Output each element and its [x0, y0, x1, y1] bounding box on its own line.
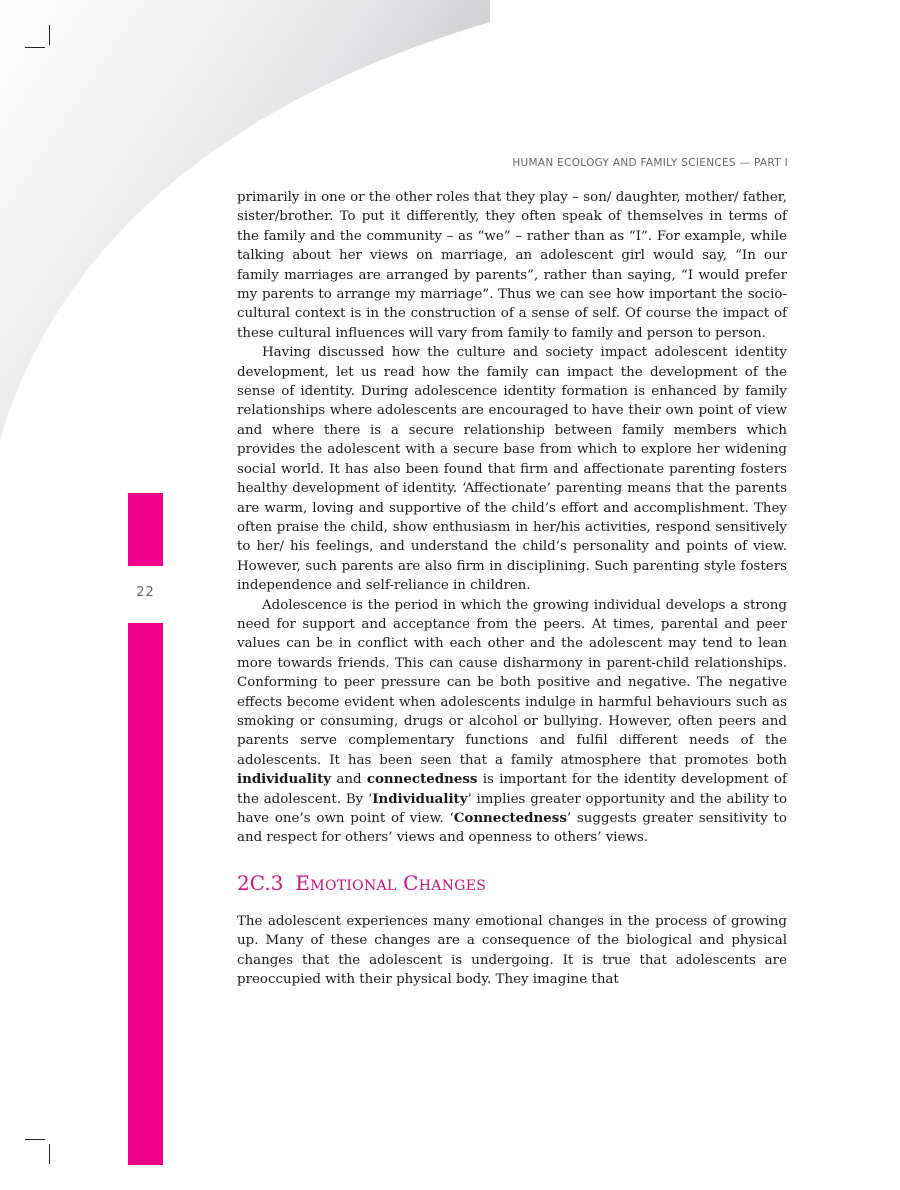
running-header: HUMAN ECOLOGY AND FAMILY SCIENCES — PART I	[512, 157, 788, 169]
paragraph-2: Having discussed how the culture and society impact adolescent identity development, let us read how the family can impact the development of the sense of identity. During adolescence identity formation is enhanced by family relationships where adolescents are encouraged to have their own point of view and where there is a secure relationship between family members which provides the adolescent with a secure base from which to explore her widening social world. It has also been found that firm and affectionate parenting fosters healthy development of identity. ‘Affectionate’ parenting means that the parents are warm, loving and supportive of the child’s effort and accomplishment. They often praise the child, show enthusiasm in her/his activities, respond sensitively to her/ his feelings, and understand the child’s personality and points of view. However, such parents are also firm in disciplining. Such parenting style fosters independence and self-reliance in children.	[237, 345, 787, 594]
section-number: 2C.3	[237, 870, 284, 895]
section-heading	[237, 870, 787, 896]
paragraph-1: primarily in one or the other roles that they play – son/ daughter, mother/ father, sister/brother. To put it differently, they often speak of themselves in terms of the family and the community – as “we” – rather than as “I”. For example, while talking about her views on marriage, an adolescent girl would say, “In our family marriages are arranged by parents”, rather than saying, “I would prefer my parents to arrange my marriage”. Thus we can see how important the socio-cultural context is in the construction of a sense of self. Of course the impact of these cultural influences will vary from family to family and person to person.	[237, 190, 787, 341]
paragraph-3-text: is important for the identity development of the adolescent. By ‘	[237, 772, 787, 807]
term-connectedness-definition: Connectedness	[453, 810, 567, 826]
page-number: 22	[136, 585, 155, 600]
crop-mark-top-left-vertical	[49, 25, 50, 45]
crop-mark-top-left-horizontal	[25, 47, 45, 48]
accent-bar-upper	[128, 493, 163, 566]
accent-bar-lower	[128, 623, 163, 1165]
paragraph-3	[237, 596, 787, 848]
crop-mark-bottom-left-horizontal	[25, 1139, 45, 1140]
paragraph-3-text: ’ suggests greater sensitivity to and respect for others’ views and openness to others’ views.	[237, 811, 787, 846]
crop-mark-bottom-left-vertical	[49, 1144, 50, 1164]
section-title: Emotional Changes	[295, 870, 487, 895]
term-individuality-definition: Individuality	[372, 790, 468, 807]
paragraph-3-text: and	[331, 772, 367, 788]
term-connectedness: connectedness	[366, 771, 478, 788]
section-paragraph-1: The adolescent experiences many emotional changes in the process of growing up. Many of these changes are a consequence of the biological and physical changes that the adolescent is undergoing. It is true that adolescents are preoccupied with their physical body. They imagine that	[237, 913, 787, 988]
page-content	[237, 188, 787, 989]
paragraph-3-text: Adolescence is the period in which the growing individual develops a strong need for support and acceptance from the peers. At times, parental and peer values can be in conflict with each other and the adolescent may tend to lean more towards friends. This can cause disharmony in parent-child relationships. Conforming to peer pressure can be both positive and negative. The negative effects become evident when adolescents indulge in harmful behaviours such as smoking or consuming, drugs or alcohol or bullying. However, often peers and parents serve complementary functions and fulfil different needs of the adolescents. It has been seen that a family atmosphere that promotes both	[237, 597, 787, 768]
term-individuality: individuality	[237, 771, 332, 788]
paragraph-3-text: ’ implies greater opportunity and the ability to have one’s own point of view. ‘	[237, 791, 788, 826]
